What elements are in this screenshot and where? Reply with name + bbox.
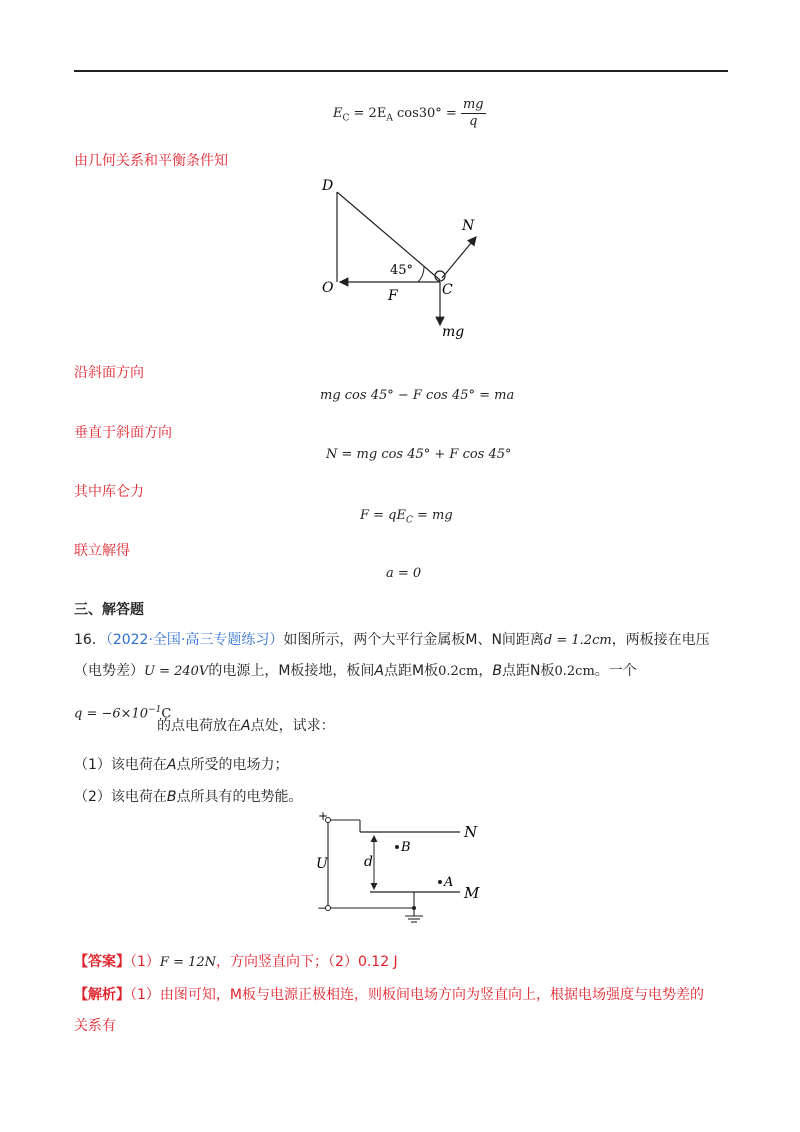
geometry-label: 由几何关系和平衡条件知: [74, 153, 228, 169]
label-b: B: [401, 840, 411, 855]
answer-line: 【答案】（1）F = 12N，方向竖直向下；（2）0.12 J: [74, 954, 398, 970]
section-title: 三、解答题: [74, 602, 144, 618]
charge-expression: $q = -6\times 10^{-1}C$: [74, 705, 172, 722]
label-c: C: [442, 282, 453, 298]
label-f: F: [388, 288, 398, 304]
label-a: A: [444, 875, 454, 890]
header-rule: [74, 70, 728, 72]
label-45: 45°: [390, 263, 414, 278]
q16-line2: （电势差）U = 240V的电源上，M板接地，板间A点距M板0.2cm，B点距N板0.2cm。一个: [74, 663, 637, 679]
fraction-mg-q: $\frac{mg}{q}$: [462, 97, 484, 129]
label-d-gap: d: [364, 854, 373, 870]
answer-tag: 【答案】: [74, 954, 130, 970]
label-mg: mg: [442, 324, 465, 340]
perp-equation: N = mg cos 45° + F cos 45°: [326, 447, 512, 462]
sub-question-2: （2）该电荷在B点所具有的电势能。: [74, 789, 303, 805]
perp-label: 垂直于斜面方向: [74, 425, 172, 441]
coulomb-equation: $F = qE_C$ = mg: [360, 508, 453, 526]
label-n: N: [462, 218, 475, 234]
q16-line1: 16．（2022·全国·高三专题练习）如图所示，两个大平行金属板M、N间距离d = 1.2cm，两板接在电压: [74, 632, 710, 648]
analysis-line2: 关系有: [74, 1018, 116, 1034]
solve-equation: a = 0: [386, 566, 422, 581]
capacitor-diagram: [312, 812, 492, 927]
coulomb-label: 其中库仑力: [74, 484, 144, 500]
q16-source: （2022·全国·高三专题练习）: [105, 632, 284, 648]
label-m-plate: M: [464, 884, 480, 902]
q16-line3: 的点电荷放在A点处，试求：: [157, 718, 335, 734]
sub-question-1: （1）该电荷在A点所受的电场力；: [74, 757, 289, 773]
along-label: 沿斜面方向: [74, 365, 144, 381]
label-minus: −: [317, 901, 328, 915]
solve-label: 联立解得: [74, 543, 130, 559]
analysis-tag: 【解析】: [74, 987, 130, 1003]
along-equation: mg cos 45° − F cos 45° = ma: [320, 388, 515, 403]
force-diagram: [310, 170, 500, 345]
equation-ec: $E_C = 2E_A$ cos30° = $\frac{mg}{q}$: [333, 97, 484, 129]
label-u: U: [316, 856, 328, 872]
label-o: O: [322, 280, 334, 296]
label-d: D: [322, 178, 334, 194]
analysis-line1: 【解析】（1）由图可知，M板与电源正极相连，则板间电场方向为竖直向上，根据电场强度与电势差的: [74, 987, 704, 1003]
label-plus: +: [318, 812, 329, 823]
label-n-plate: N: [464, 823, 478, 841]
